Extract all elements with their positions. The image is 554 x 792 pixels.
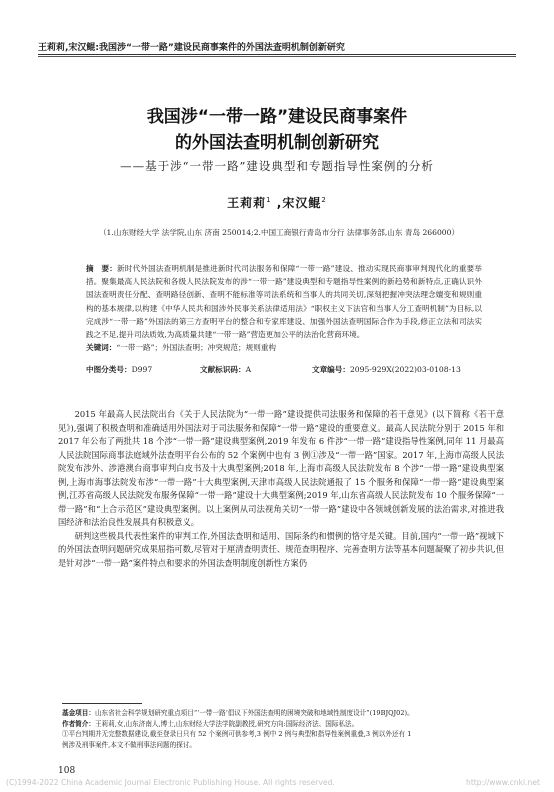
abstract-label: 摘 要： xyxy=(86,264,118,273)
doc-value: A xyxy=(245,365,252,374)
page-number: 108 xyxy=(58,766,76,776)
clc-value: D997 xyxy=(131,365,153,374)
author-line xyxy=(0,194,554,211)
fund-text: 山东省社会科学规划研究重点项目“‘一带一路’倡议下外国法查明的困境突破和地域性制度设计”(19BJQJ02)。 xyxy=(94,709,414,717)
clc-label: 中图分类号： xyxy=(86,365,132,374)
fund-label: 基金项目： xyxy=(62,709,95,717)
document-code xyxy=(200,364,251,375)
clc-number xyxy=(86,364,152,375)
author-2: 宋汉鲲 xyxy=(282,196,322,210)
article-number xyxy=(312,364,461,375)
author-1-affil-mark: 1 xyxy=(266,196,272,204)
title-line-2: 的外国法查明机制创新研究 xyxy=(175,133,379,153)
header-rule xyxy=(38,54,516,55)
keywords-label: 关键词： xyxy=(86,343,117,353)
footnote-rule xyxy=(62,703,142,704)
article-label: 文章编号： xyxy=(312,365,350,374)
author-2-affil-mark: 2 xyxy=(321,196,327,204)
author-1: 王莉莉 xyxy=(227,196,267,210)
doc-label: 文献标识码： xyxy=(200,365,246,374)
author-separator: , xyxy=(271,196,283,210)
subtitle: ——基于涉“一带一路”建设典型和专题指导性案例的分析 xyxy=(120,159,434,173)
body-paragraph-1: 2015 年最高人民法院出台《关于人民法院为“一带一路”建设提供司法服务和保障的若干意见》(以下简称《若干意见》),强调了积极查明和准确适用外国法对于司法服务和保障“一带一路”建设的重要意义。最高人民法院分别于 2015 年和 2017 年公布了两批共 18 个涉“一带一路”建设典型案例,2019 年发布 6 件涉“一带一路”建设指导性案例,同年 11 月最高人民法院国际商事法庭域外法查明平台公布的 52 个案例中也有 3 例①涉及“一带一路”国家。2017 年,上海市高级人民法院发布涉外、涉港澳台商事审判白皮书及十大典型案例;2018 年,上海市高级人民法院发布 8 个涉“一带一路”建设典型案例,上海市海事法院发布涉“一带一路”十大典型案例,天津市高级人民法院通报了 15 个服务和保障“一带一路”建设典型案例,江苏省高级人民法院发布服务保障“一带一路”建设十大典型案例;2019 年,山东省高级人民法院发布 10 个服务保障“一带一路”和“上合示范区”建设典型案例。以上案例从司法视角关切“一带一路”建设中各领域创新发展的法治需求,对推进我国经济和法治良性发展具有积极意义。 xyxy=(58,409,504,527)
running-header: 王莉莉,宋汉鲲:我国涉“一带一路”建设民商事案件的外国法查明机制创新研究 xyxy=(38,43,345,53)
keywords-text: “一带一路”；外国法查明；冲突规范；规则重构 xyxy=(116,343,277,353)
abstract xyxy=(86,262,482,354)
footnote-1-line-2: 例涉及刑事案件,本文不做刑事法问题的探讨。 xyxy=(62,740,196,749)
body-text xyxy=(58,408,504,570)
author-bio-label: 作者简介： xyxy=(62,719,95,728)
author-bio-text: 王莉莉,女,山东济南人,博士,山东财经大学法学院副教授,研究方向:国际经济法、国际私法。 xyxy=(94,719,359,728)
title-line-1: 我国涉“一带一路”建设民商事案件 xyxy=(146,107,408,127)
body-paragraph-2: 研判这些极具代表性案件的审判工作,外国法查明和适用、国际条约和惯例的恪守是关键。目前,国内“一带一路”视域下的外国法查明问题研究成果屈指可数,尽管对于厘清查明责任、规范查明程序、完善查明方法等基本问题凝聚了初步共识,但是针对涉“一带一路”案件特点和要求的外国法查明制度创新性方案仍 xyxy=(58,530,504,568)
watermark-url: http://www.cnki.net xyxy=(466,778,540,787)
abstract-text: 新时代外国法查明机制是推进新时代司法服务和保障“一带一路”建设、推动实现民商事审判现代化的重要举措。聚集最高人民法院和各级人民法院发布的涉“一带一路”建设典型和专题指导性案例的新趋势和新特点,正确认识外国法查明责任分配、查明路径创新、查明不能标准等司法系统和当事人的共同关切,深刻把握冲突法理念嬗变和规则重构的基本规律,以构建《中华人民共和国涉外民事关系法律适用法》“职权主义下法官和当事人分工查明机制”为目标,以完成涉“一带一路”外国法的第三方查明平台的整合和专家库建设、加强外国法查明国际合作为手段,修正立法和司法实践之不足,提升司法质效,为高质量共建“一带一路”营造更加公平的法治化营商环境。 xyxy=(86,264,482,340)
article-value: 2095-929X(2022)03-0108-13 xyxy=(349,365,461,374)
header-rule-thin xyxy=(38,56,516,57)
watermark-copyright: (C)1994-2022 China Academic Journal Electronic Publishing House. All rights reserved. xyxy=(6,778,335,787)
affiliation: （1.山东财经大学 法学院,山东 济南 250014;2.中国工商银行青岛市分行 法律事务部,山东 青岛 266000） xyxy=(98,228,460,237)
fund-note xyxy=(62,708,502,719)
footnote-1-line-1: ①平台判期并无完整数据建设,截至登录日只有 52 个案例可供参考,3 例中 2 例与典型和指导性案例重叠,3 例以外还有 1 xyxy=(62,730,412,738)
footnotes xyxy=(62,708,502,750)
author-bio xyxy=(62,719,502,730)
